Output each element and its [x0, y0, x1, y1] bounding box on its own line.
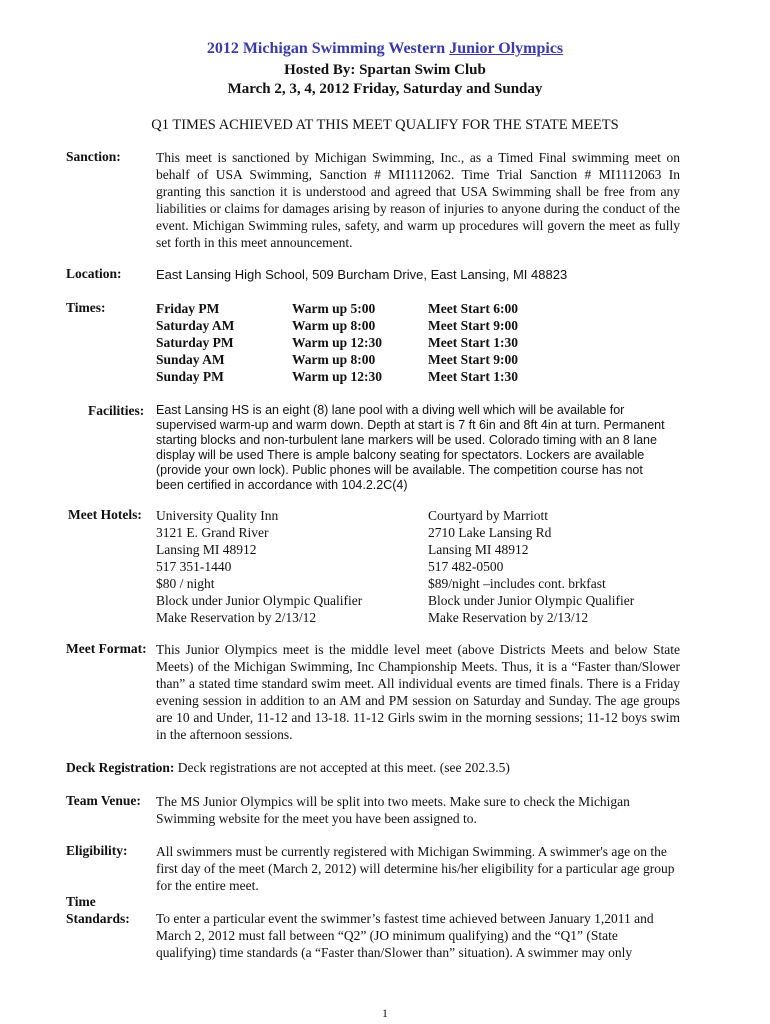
meet-format-label: Meet Format: — [66, 641, 147, 656]
sanction-label: Sanction: — [66, 149, 121, 164]
qualify-note-text: Q1 TIMES ACHIEVED AT THIS MEET QUALIFY FOR THE STATE MEETS — [151, 117, 619, 133]
deck-registration-label: Deck Registration: — [66, 760, 175, 775]
start-item: Meet Start 1:30 — [428, 369, 518, 384]
hotel-1-line: Lansing MI 48912 — [156, 542, 257, 557]
time-standards-label-1: Time — [66, 894, 96, 909]
session-item: Sunday PM — [156, 369, 224, 384]
location-text: East Lansing High School, 509 Burcham Drive, East Lansing, MI 48823 — [156, 267, 568, 282]
team-venue-text: The MS Junior Olympics will be split into two meets. Make sure to check the Michigan Swimming website for the meet you have been assigned to. — [156, 794, 630, 826]
hotel-1-line: $80 / night — [156, 576, 215, 591]
times-sessions — [156, 300, 234, 385]
warmup-item: Warm up 8:00 — [292, 318, 376, 333]
hotel-1-line: Make Reservation by 2/13/12 — [156, 610, 317, 625]
team-venue-label: Team Venue: — [66, 793, 141, 808]
hotel-2-line: Lansing MI 48912 — [428, 542, 529, 557]
start-item: Meet Start 9:00 — [428, 318, 518, 333]
start-item: Meet Start 1:30 — [428, 335, 518, 350]
session-item: Friday PM — [156, 301, 220, 316]
eligibility-text: All swimmers must be currently registered with Michigan Swimming. A swimmer's age on the first day of the meet (March 2, 2012) will determine his/her eligibility for a particular age group for the entire meet. — [156, 844, 675, 893]
hotel-2 — [428, 507, 634, 626]
hotel-1 — [156, 507, 362, 626]
page-number: 1 — [382, 1006, 388, 1020]
hotel-2-line: Make Reservation by 2/13/12 — [428, 610, 589, 625]
warmup-item: Warm up 12:30 — [292, 369, 383, 384]
hotels-label: Meet Hotels: — [68, 507, 142, 522]
warmup-item: Warm up 8:00 — [292, 352, 376, 367]
sanction-text: This meet is sanctioned by Michigan Swimming, Inc., as a Timed Final swimming meet on behalf of USA Swimming, Sanction # MI1112062. Time Trial Sanction # MI1112063 In granting this sanction it is understood and agreed that USA Swimming shall be free from any liabilities or claims for damages arising by reason of injuries to anyone during the conduct of the event. Michigan Swimming rules, safety, and warm up procedures will govern the meet as fully set forth in this meet announcement. — [156, 150, 680, 250]
hotel-2-line: Courtyard by Marriott — [428, 508, 548, 523]
warmup-item: Warm up 12:30 — [292, 335, 383, 350]
times-starts — [428, 300, 518, 385]
session-item: Sunday AM — [156, 352, 225, 367]
hotel-1-line: 3121 E. Grand River — [156, 525, 269, 540]
times-label: Times: — [66, 300, 106, 315]
time-standards-label — [66, 893, 130, 927]
hotel-1-line: University Quality Inn — [156, 508, 279, 523]
session-item: Saturday AM — [156, 318, 235, 333]
times-warmups — [292, 300, 382, 385]
hotel-2-line: Block under Junior Olympic Qualifier — [428, 593, 635, 608]
deck-registration — [66, 759, 510, 776]
hotel-1-line: 517 351-1440 — [156, 559, 232, 574]
title-part2: Junior Olympics — [449, 40, 564, 57]
hotel-1-line: Block under Junior Olympic Qualifier — [156, 593, 363, 608]
hotel-2-line: 517 482-0500 — [428, 559, 504, 574]
hotel-2-line: 2710 Lake Lansing Rd — [428, 525, 552, 540]
warmup-item: Warm up 5:00 — [292, 301, 376, 316]
deck-registration-text: Deck registrations are not accepted at this meet. (see 202.3.5) — [174, 760, 510, 775]
eligibility-label: Eligibility: — [66, 843, 128, 858]
meet-format-text: This Junior Olympics meet is the middle level meet (above Districts Meets and below State Meets) of the Michigan Swimming, Inc Championship Meets. Thus, it is a “Faster than/Slower than” a stated time standard swim meet. All individual events are timed finals. There is a Friday evening session in addition to an AM and PM session on Saturday and Sunday. The age groups are 10 and Under, 11-12 and 13-18. 11-12 Girls swim in the morning sessions; 11-12 boys swim in the afternoon sessions. — [156, 642, 680, 742]
time-standards-text: To enter a particular event the swimmer’s fastest time achieved between January 1,2011 and March 2, 2012 must fall between “Q2” (JO minimum qualifying) and the “Q1” (State qualifying) time standards (a “Faster than/Slower than” situation). A swimmer may only — [156, 911, 654, 960]
page-title — [0, 40, 770, 58]
start-item: Meet Start 6:00 — [428, 301, 518, 316]
qualify-note — [0, 117, 770, 134]
start-item: Meet Start 9:00 — [428, 352, 518, 367]
hotel-2-line: $89/night –includes cont. brkfast — [428, 576, 606, 591]
facilities-label: Facilities: — [88, 403, 145, 418]
hosted-by: Hosted By: Spartan Swim Club — [284, 62, 486, 78]
session-item: Saturday PM — [156, 335, 234, 350]
title-part1: 2012 Michigan Swimming Western — [206, 40, 450, 57]
facilities-text: East Lansing HS is an eight (8) lane pool with a diving well which will be available for supervised warm-up and warm down. Depth at start is 7 ft 6in and 8ft 4in at turn. Permanent starting blocks and non-turbulent lane markers will be used. Colorado timing with an 8 lane display will be used There is ample balcony seating for spectators. Lockers are available (provide your own lock). Public phones will be available. The competition course has not been certified in accordance with 104.2.2C(4) — [156, 403, 665, 492]
location-label: Location: — [66, 266, 122, 281]
time-standards-label-2: Standards: — [66, 911, 130, 926]
meet-dates: March 2, 3, 4, 2012 Friday, Saturday and Sunday — [227, 81, 543, 97]
